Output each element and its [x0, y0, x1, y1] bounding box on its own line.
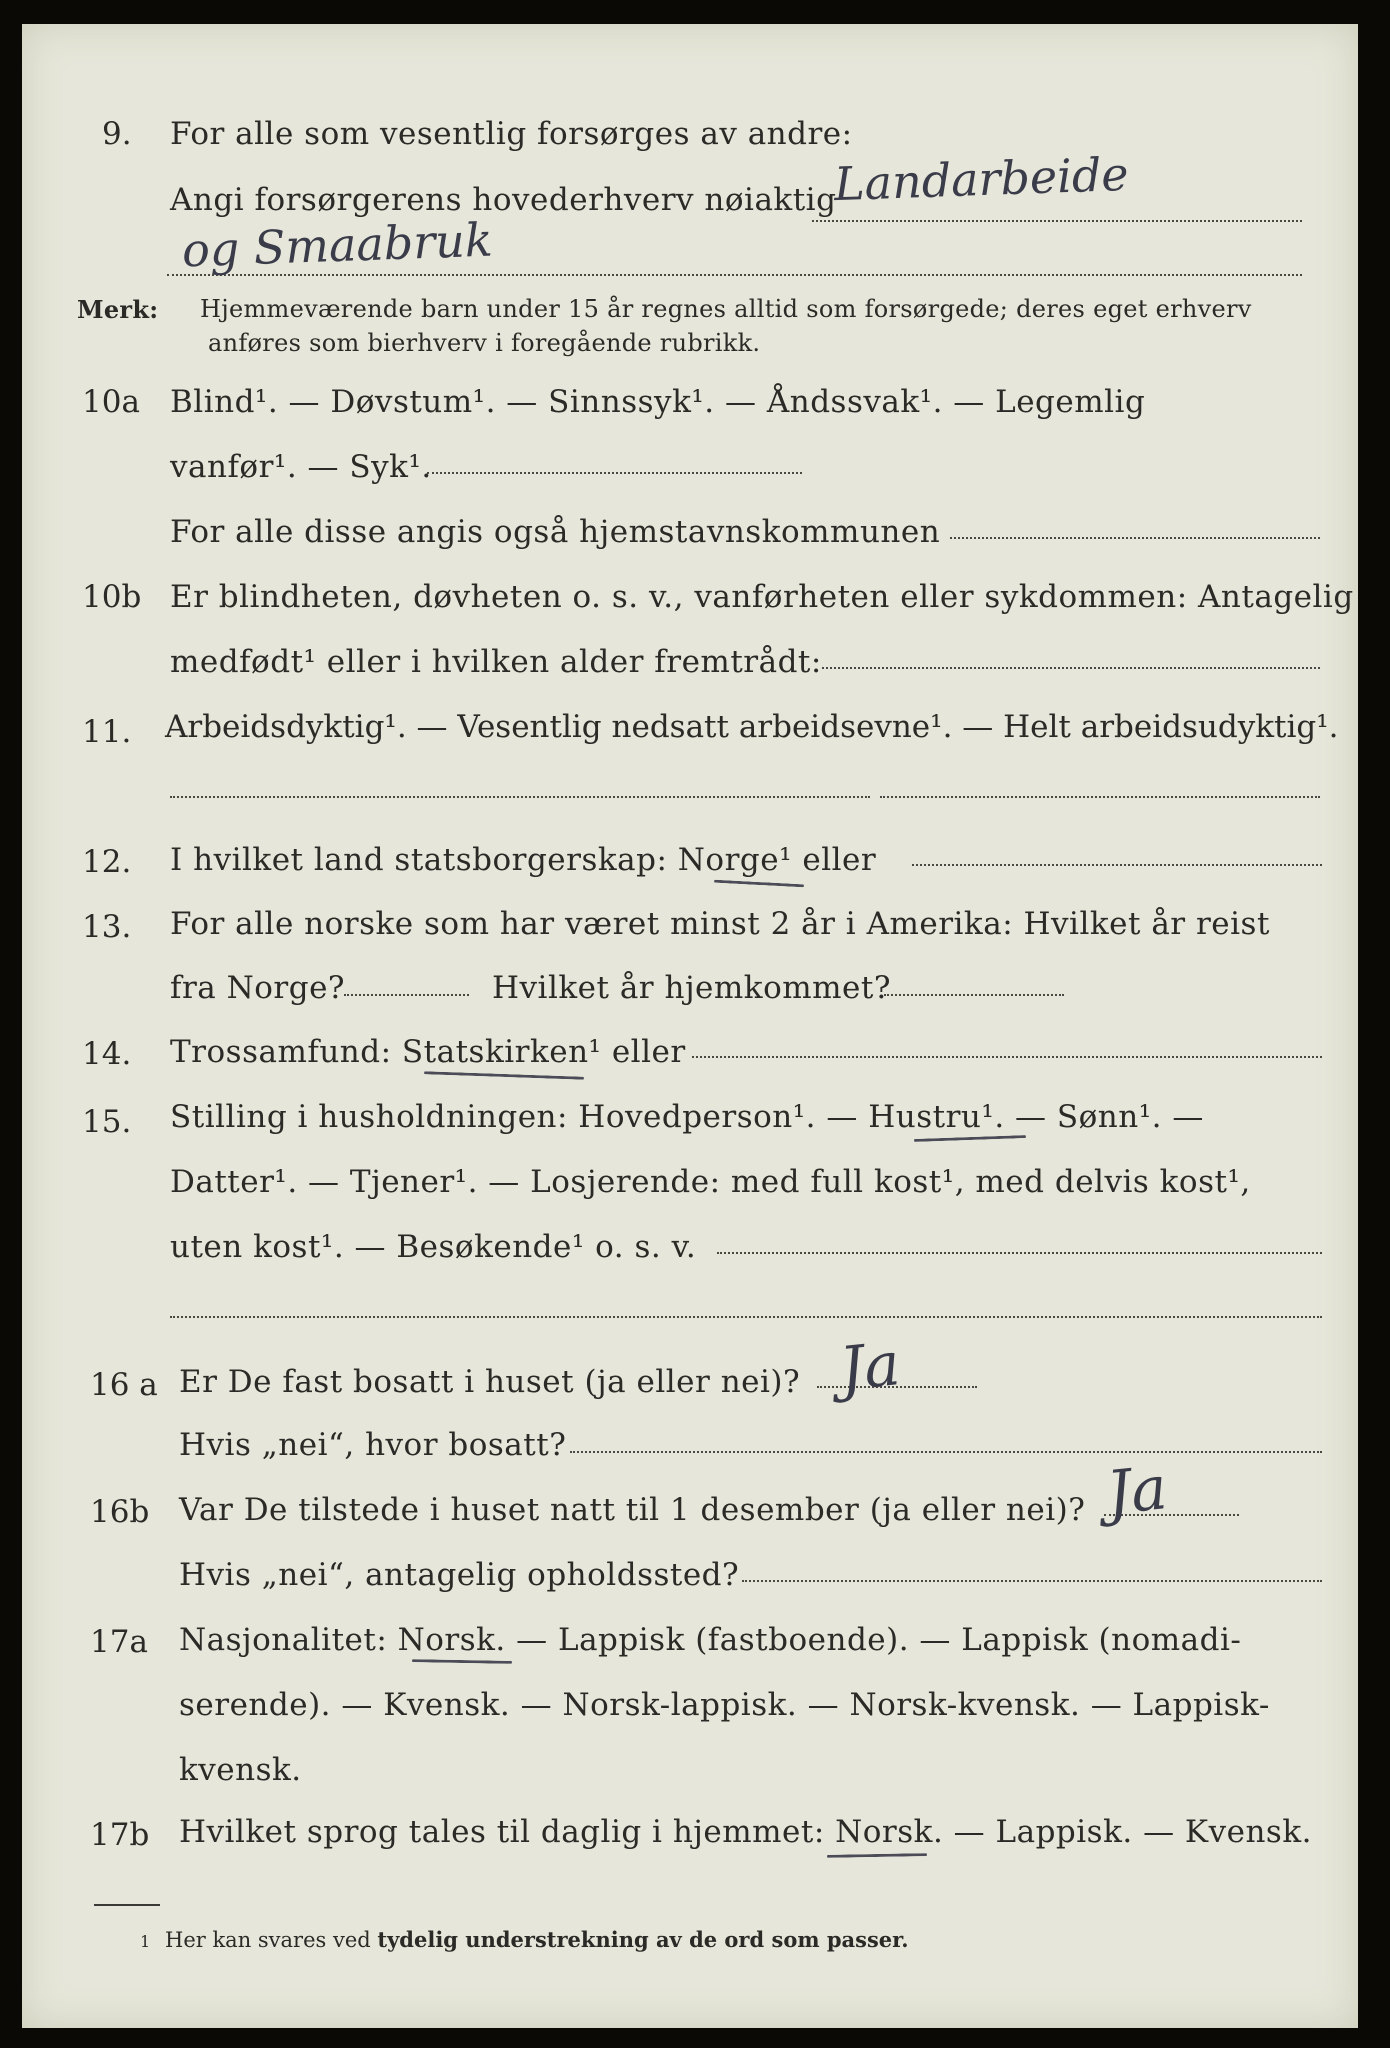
- q13-year-left-line: [344, 994, 469, 996]
- q9-line1: For alle som vesentlig forsørges av andre:: [170, 116, 853, 152]
- q12-line1: I hvilket land statsborgerskap: Norge¹ eller: [170, 842, 877, 878]
- q12-norge-underline: [714, 880, 804, 888]
- q9-answer-line2: [167, 274, 1302, 276]
- q13-number: 13.: [82, 909, 132, 945]
- q10b-answer-line: [822, 667, 1320, 669]
- q17a-norsk-underline: [412, 1659, 512, 1664]
- q9-handwritten-answer1[interactable]: Landarbeide: [833, 146, 1130, 212]
- q10b-line1: Er blindheten, døvheten o. s. v., vanførheten eller sykdommen: Antagelig: [170, 579, 1354, 615]
- q16b-location-line: [742, 1580, 1322, 1582]
- q10a-line3: For alle disse angis også hjemstavnskommunen: [170, 514, 941, 550]
- q17b-norsk-underline: [827, 1853, 927, 1858]
- q17a-line2: serende). — Kvensk. — Norsk-lappisk. — Norsk-kvensk. — Lappisk-: [179, 1687, 1270, 1723]
- q13-line1: For alle norske som har været minst 2 år i Amerika: Hvilket år reist: [170, 906, 1270, 942]
- q15-line1: Stilling i husholdningen: Hovedperson¹. — Hustru¹. — Sønn¹. —: [170, 1099, 1204, 1135]
- q16b-handwritten-answer[interactable]: Ja: [1103, 1453, 1171, 1529]
- q16b-number: 16b: [90, 1494, 150, 1530]
- q9-handwritten-answer2[interactable]: og Smaabruk: [181, 212, 494, 278]
- q15-hustru-underline: [914, 1135, 1026, 1142]
- q15-line3: uten kost¹. — Besøkende¹ o. s. v.: [170, 1229, 697, 1265]
- q9-answer-line1: [812, 220, 1302, 222]
- merk-line1: Hjemmeværende barn under 15 år regnes alltid som forsørgede; deres eget erhverv: [200, 295, 1252, 323]
- q10a-line2: vanfør¹. — Syk¹.: [170, 449, 432, 485]
- q10a-line1: Blind¹. — Døvstum¹. — Sinnssyk¹. — Åndssvak¹. — Legemlig: [170, 384, 1146, 420]
- q10a-municipality-line: [950, 537, 1320, 539]
- q14-number: 14.: [82, 1036, 132, 1072]
- q12-answer-line: [912, 864, 1322, 866]
- q14-answer-line: [692, 1056, 1322, 1058]
- q11-answer-line-b: [880, 796, 1320, 798]
- q16a-address-line: [570, 1451, 1322, 1453]
- q15-number: 15.: [82, 1104, 132, 1140]
- q16a-number: 16 a: [90, 1367, 158, 1403]
- q12-number: 12.: [82, 844, 132, 880]
- footnote-text-bold: tydelig understrekning av de ord som passer.: [377, 1927, 909, 1952]
- q9-line2: Angi forsørgerens hovederhverv nøiaktig: [170, 182, 837, 218]
- q13-year-returned-line: [884, 994, 1064, 996]
- q11-line1: Arbeidsdyktig¹. — Vesentlig nedsatt arbeidsevne¹. — Helt arbeidsudyktig¹.: [165, 709, 1339, 745]
- merk-line2: anføres som bierhverv i foregående rubrikk.: [208, 329, 761, 357]
- q16a-line2: Hvis „nei“, hvor bosatt?: [179, 1427, 567, 1463]
- merk-label: Merk:: [77, 295, 159, 324]
- q10b-line2: medfødt¹ eller i hvilken alder fremtrådt:: [170, 644, 822, 680]
- q15-extra-line: [170, 1316, 1322, 1318]
- q9-number: 9.: [102, 116, 132, 152]
- q10a-number: 10a: [82, 384, 140, 420]
- q14-line1: Trossamfund: Statskirken¹ eller: [170, 1034, 686, 1070]
- footnote-text: [165, 1927, 909, 1952]
- q15-line2: Datter¹. — Tjener¹. — Losjerende: med full kost¹, med delvis kost¹,: [170, 1164, 1251, 1200]
- q17a-line1: Nasjonalitet: Norsk. — Lappisk (fastboende). — Lappisk (nomadi-: [179, 1622, 1242, 1658]
- q16b-line1: Var De tilstede i huset natt til 1 desember (ja eller nei)?: [179, 1492, 1086, 1528]
- q10b-number: 10b: [82, 579, 142, 615]
- q15-answer-line: [717, 1252, 1322, 1254]
- q11-answer-line-a: [170, 796, 870, 798]
- footnote-mark: 1: [140, 1932, 151, 1951]
- q17a-number: 17a: [90, 1624, 148, 1660]
- census-form-page: [22, 24, 1358, 2028]
- footnote-text-plain: Her kan svares ved: [165, 1928, 371, 1952]
- q11-number: 11.: [82, 714, 132, 750]
- q17b-line1: Hvilket sprog tales til daglig i hjemmet: Norsk. — Lappisk. — Kvensk.: [179, 1814, 1312, 1850]
- q16a-line1: Er De fast bosatt i huset (ja eller nei)?: [179, 1364, 801, 1400]
- footnote-rule: [94, 1904, 160, 1906]
- q13-line2b: Hvilket år hjemkommet?: [492, 970, 891, 1006]
- q17a-line3: kvensk.: [179, 1752, 302, 1788]
- q16a-handwritten-answer[interactable]: Ja: [836, 1329, 904, 1405]
- q10a-answer-line: [427, 472, 802, 474]
- q13-line2a: fra Norge?: [170, 970, 346, 1006]
- q14-statskirken-underline: [424, 1071, 584, 1080]
- q16b-line2: Hvis „nei“, antagelig opholdssted?: [179, 1557, 740, 1593]
- q17b-number: 17b: [90, 1817, 150, 1853]
